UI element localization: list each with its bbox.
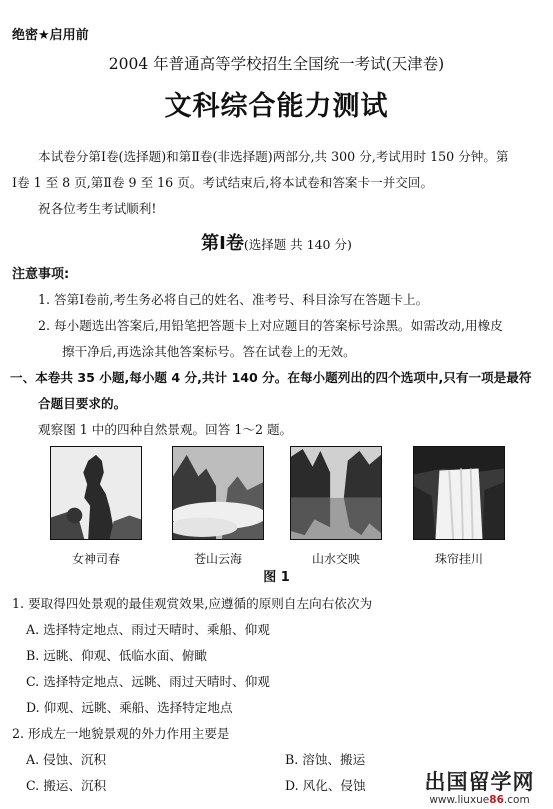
- confidential-mark: 绝密★启用前: [12, 28, 89, 43]
- question-2-option-c: C. 搬运、沉积: [26, 778, 107, 793]
- question-1-stem: 1. 要取得四处景观的最佳观赏效果,应遵循的原则自左向右依次为: [12, 596, 373, 611]
- photo-caption-3: 山水交映: [311, 552, 360, 566]
- figure-label: 图 1: [263, 570, 290, 585]
- question-1-option-b: B. 远眺、仰观、低临水面、俯瞰: [26, 648, 207, 663]
- watermark-url-accent: 86: [489, 794, 504, 806]
- watermark-url-prefix: www.liuxue: [429, 794, 490, 806]
- watermark-url: [412, 794, 547, 806]
- part-one-subtitle: (选择题 共 140 分): [243, 237, 352, 252]
- question-2-option-a: A. 侵蚀、沉积: [26, 752, 107, 767]
- exam-title: 2004 年普通高等学校招生全国统一考试(天津卷): [108, 55, 445, 73]
- notice-item-2-line-1: 2. 每小题选出答案后,用铅笔把答题卡上对应题目的答案标号涂黑。如需改动,用橡皮: [38, 318, 503, 333]
- part-one-heading: [0, 229, 553, 255]
- subject-title: 文科综合能力测试: [164, 91, 389, 122]
- watermark-url-suffix: .com: [503, 794, 530, 806]
- question-2-stem: 2. 形成左一地貌景观的外力作用主要是: [12, 726, 230, 741]
- question-1-option-a: A. 选择特定地点、雨过天晴时、乘船、仰观: [26, 622, 270, 637]
- notice-heading: 注意事项:: [12, 267, 70, 282]
- question-1-option-d: D. 仰观、远眺、乘船、选择特定地点: [26, 700, 233, 715]
- good-luck-text: 祝各位考生考试顺利!: [38, 201, 157, 216]
- photo-caption-4: 珠帘挂川: [434, 552, 483, 566]
- intro-line-2: Ⅰ卷 1 至 8 页,第Ⅱ卷 9 至 16 页。考试结束后,将本试卷和答案卡一并交回。: [12, 175, 434, 190]
- section-one-line-2: 合题目要求的。: [38, 396, 127, 411]
- part-one-title: 第Ⅰ卷: [201, 233, 244, 254]
- question-2-option-d: D. 风化、侵蚀: [285, 778, 366, 793]
- photo-waterfall: [413, 446, 505, 540]
- question-1-option-c: C. 选择特定地点、远眺、雨过天晴时、仰观: [26, 674, 270, 689]
- notice-item-2-line-2: 擦干净后,再选涂其他答案标号。答在试卷上的无效。: [62, 344, 356, 359]
- photo-goddess-peak: [50, 446, 142, 540]
- photo-caption-1: 女神司春: [71, 552, 120, 566]
- photo-cloud-sea: [172, 446, 264, 540]
- intro-line-1: 本试卷分第Ⅰ卷(选择题)和第Ⅱ卷(非选择题)两部分,共 300 分,考试用时 150 分钟。第: [38, 149, 509, 164]
- section-one-line-1: 一、本卷共 35 小题,每小题 4 分,共计 140 分。在每小题列出的四个选项中,只有一项是最符: [10, 370, 532, 385]
- site-watermark: [412, 770, 547, 806]
- notice-item-1: 1. 答第Ⅰ卷前,考生务必将自己的姓名、准考号、科目涂写在答题卡上。: [38, 292, 429, 307]
- figure-instruction: 观察图 1 中的四种自然景观。回答 1～2 题。: [38, 422, 293, 437]
- question-2-option-b: B. 溶蚀、搬运: [285, 752, 366, 767]
- photo-caption-2: 苍山云海: [193, 552, 242, 566]
- photo-water-reflection: [290, 446, 382, 540]
- watermark-title: 出国留学网: [424, 770, 535, 794]
